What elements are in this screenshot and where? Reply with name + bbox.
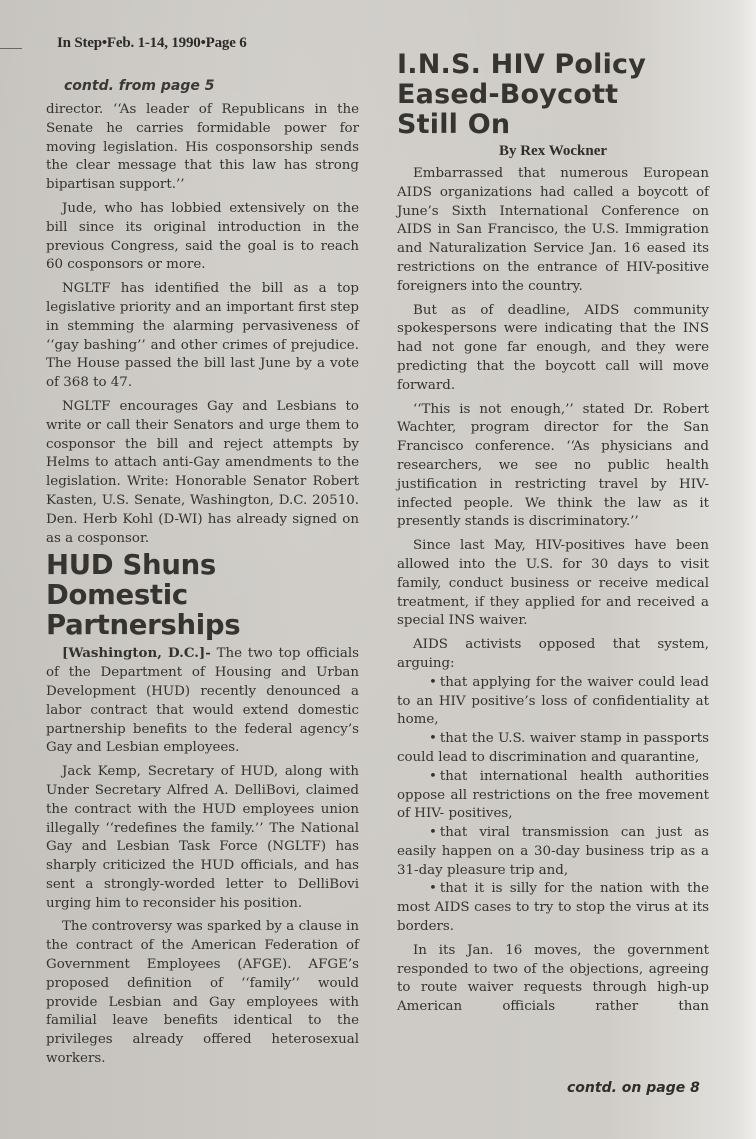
hud-article-body [46,644,359,1069]
paragraph: Embarrassed that numerous European AIDS organizations had called a boycott of June’s Sixth International Conference on AIDS in San Francisco, the U.S. Immigration and Naturalization Service Jan. 16 eased its restrictions on the entrance of HIV-positive foreigners into the country. [397,166,709,294]
paragraph-text: The two top officials of the Department of Housing and Urban Development (HUD) recently denounced a labor contract that would extend domestic partnership benefits to the federal agency’s Gay and Lesbian employees. [46,646,360,756]
margin-rule [0,48,22,49]
right-column [397,50,709,1022]
bullet-text: that applying for the waiver could lead to an HIV positive’s loss of confidentiality at home, [397,674,709,728]
paragraph: Jack Kemp, Secretary of HUD, along with Under Secretary Alfred A. DelliBovi, claimed the contract with the HUD employees union illegally ‘‘redefines the family.’’ The National Gay and Lesbian Task Force (NGLTF) has sharply criticized the HUD officials, and has sent a strongly-worded letter to DelliBovi urging him to reconsider his position. [46,764,359,911]
bullet-icon: • [429,674,437,690]
paragraph: The controversy was sparked by a clause in the contract of the American Federation of Government Employees (AFGE). AFGE’s proposed definition of ‘‘family’’ would provide Lesbian and Gay employees with familial leave benefits identical to the privileges already offered heterosexual workers. [46,919,359,1067]
bullet-item [397,880,709,936]
bullet-text: that the U.S. waiver stamp in passports could lead to discrimination and quarantine, [397,731,709,765]
bullet-text: that it is silly for the nation with the most AIDS cases to try to stop the virus at its borders. [397,881,709,935]
paragraph: Jude, who has lobbied extensively on the bill since its original introduction in the previous Congress, said the goal is to reach 60 cosponsors or more. [46,200,359,273]
continued-article-body [46,101,359,548]
bullet-item [397,730,709,768]
bullet-text: that viral transmission can just as easily happen on a 30-day business trip as a 31-day pleasure trip and, [397,825,709,878]
continued-on-label: contd. on page 8 [567,1080,700,1096]
paragraph: Since last May, HIV-positives have been allowed into the U.S. for 30 days to visit family, conduct business or receive medical treatment, if they applied for and received a special INS waiver. [397,538,709,629]
dateline: [Washington, D.C.]- [62,645,211,662]
paragraph: AIDS activists opposed that system, arguing: [397,637,709,671]
paragraph: In its Jan. 16 moves, the government responded to two of the objections, agreeing to route waiver requests through high-up American officials rather than [397,942,709,1015]
ins-article-headline: I.N.S. HIV Policy Eased-Boycott Still On [397,49,647,140]
paragraph: ‘‘This is not enough,’’ stated Dr. Robert Wachter, program director for the San Francisco conference. ‘‘As physicians and researchers, we see no public health justification in restricting travel by HIV-infected people. We think the law as it presently stands is discriminatory.’’ [397,401,709,530]
byline: By Rex Wockner [498,143,608,159]
bullet-item [397,824,709,880]
bullet-icon: • [429,768,437,784]
bullet-item [397,768,709,824]
paragraph: NGLTF has identified the bill as a top legislative priority and an important first step in stemming the alarming pervasiveness of ‘‘gay bashing’’ and other crimes of prejudice. The House passed the bill last June by a vote of 368 to 47. [46,281,359,391]
continued-from-label: contd. from page 5 [64,78,215,94]
bullet-icon: • [429,825,437,841]
page-folio: In Step•Feb. 1-14, 1990•Page 6 [57,35,247,51]
paragraph [46,644,359,758]
bullet-icon: • [429,731,437,747]
bullet-text: that international health authorities oppose all restrictions on the free movement of HIV- positives, [397,768,709,822]
paragraph: But as of deadline, AIDS community spokespersons were indicating that the INS had not gone far enough, and they were predicting that the boycott call will move forward. [397,302,709,393]
bullet-item [397,674,709,730]
bullet-icon: • [429,881,437,897]
paragraph: director. ‘‘As leader of Republicans in the Senate he carries formidable power for moving legislation. His cosponsorship sends the clear message that this law has strong bipartisan support.’’ [46,102,359,193]
paragraph: NGLTF encourages Gay and Lesbians to write or call their Senators and urge them to cosponsor the bill and reject attempts by Helms to attach anti-Gay amendments to the legislation. Write: Honorable Senator Robert Kasten, U.S. Senate, Washington, D.C. 20510. Den. Herb Kohl (D-WI) has already signed on as a cosponsor. [46,398,359,546]
hud-article-headline: HUD Shuns Domestic Partnerships [46,549,241,642]
ins-article-body [397,165,709,1017]
left-column [46,101,359,1074]
